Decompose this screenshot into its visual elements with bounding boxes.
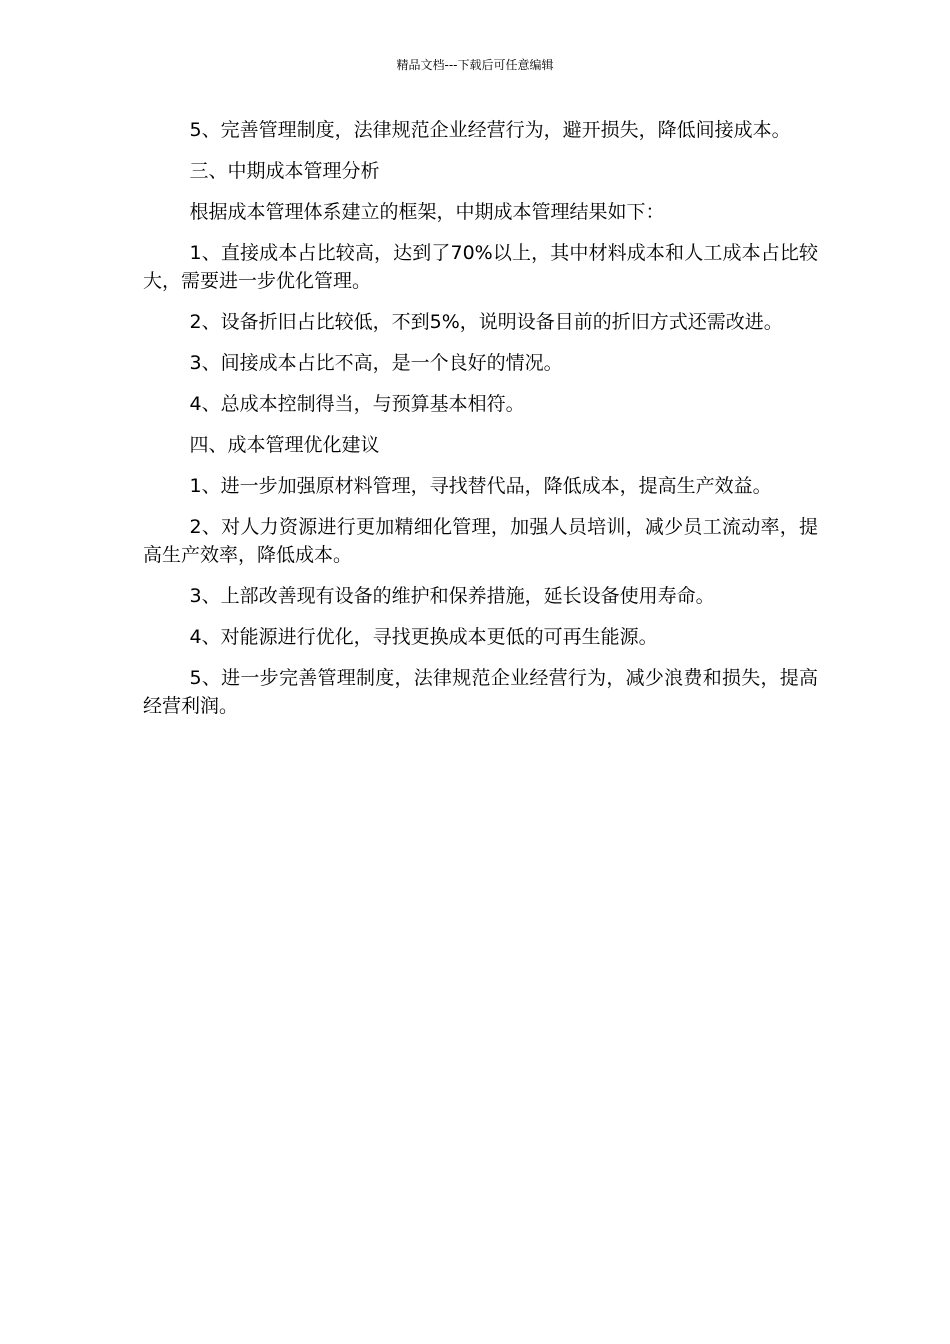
paragraph-depreciation: 2、设备折旧占比较低，不到5%，说明设备目前的折旧方式还需改进。 [189, 311, 783, 333]
paragraph-improve-management-1: 5、完善管理制度，法律规范企业经营行为，避开损失，降低间接成本。 [189, 119, 791, 141]
page-header: 精品文档---下载后可任意编辑 [396, 58, 554, 72]
paragraph-human-resources: 2、对人力资源进行更加精细化管理，加强人员培训，减少员工流动率，提高生产效率，降低成本。 [143, 516, 818, 566]
section-heading-midterm-analysis: 三、中期成本管理分析 [189, 160, 380, 182]
paragraph-energy: 4、对能源进行优化，寻找更换成本更低的可再生能源。 [189, 626, 658, 648]
paragraph-direct-cost: 1、直接成本占比较高，达到了70%以上，其中材料成本和人工成本占比较大，需要进一步优化管理。 [143, 242, 818, 292]
paragraph-materials: 1、进一步加强原材料管理，寻找替代品，降低成本，提高生产效益。 [189, 475, 772, 497]
paragraph-indirect-cost: 3、间接成本占比不高，是一个良好的情况。 [189, 352, 563, 374]
section-heading-optimization: 四、成本管理优化建议 [189, 434, 380, 456]
paragraph-equipment: 3、上部改善现有设备的维护和保养措施，延长设备使用寿命。 [189, 585, 715, 607]
paragraph-improve-management-2: 5、进一步完善管理制度，法律规范企业经营行为，减少浪费和损失，提高经营利润。 [143, 667, 818, 717]
paragraph-total-cost: 4、总成本控制得当，与预算基本相符。 [189, 393, 525, 415]
document-body [143, 116, 818, 733]
paragraph-framework-intro: 根据成本管理体系建立的框架，中期成本管理结果如下： [189, 201, 665, 223]
